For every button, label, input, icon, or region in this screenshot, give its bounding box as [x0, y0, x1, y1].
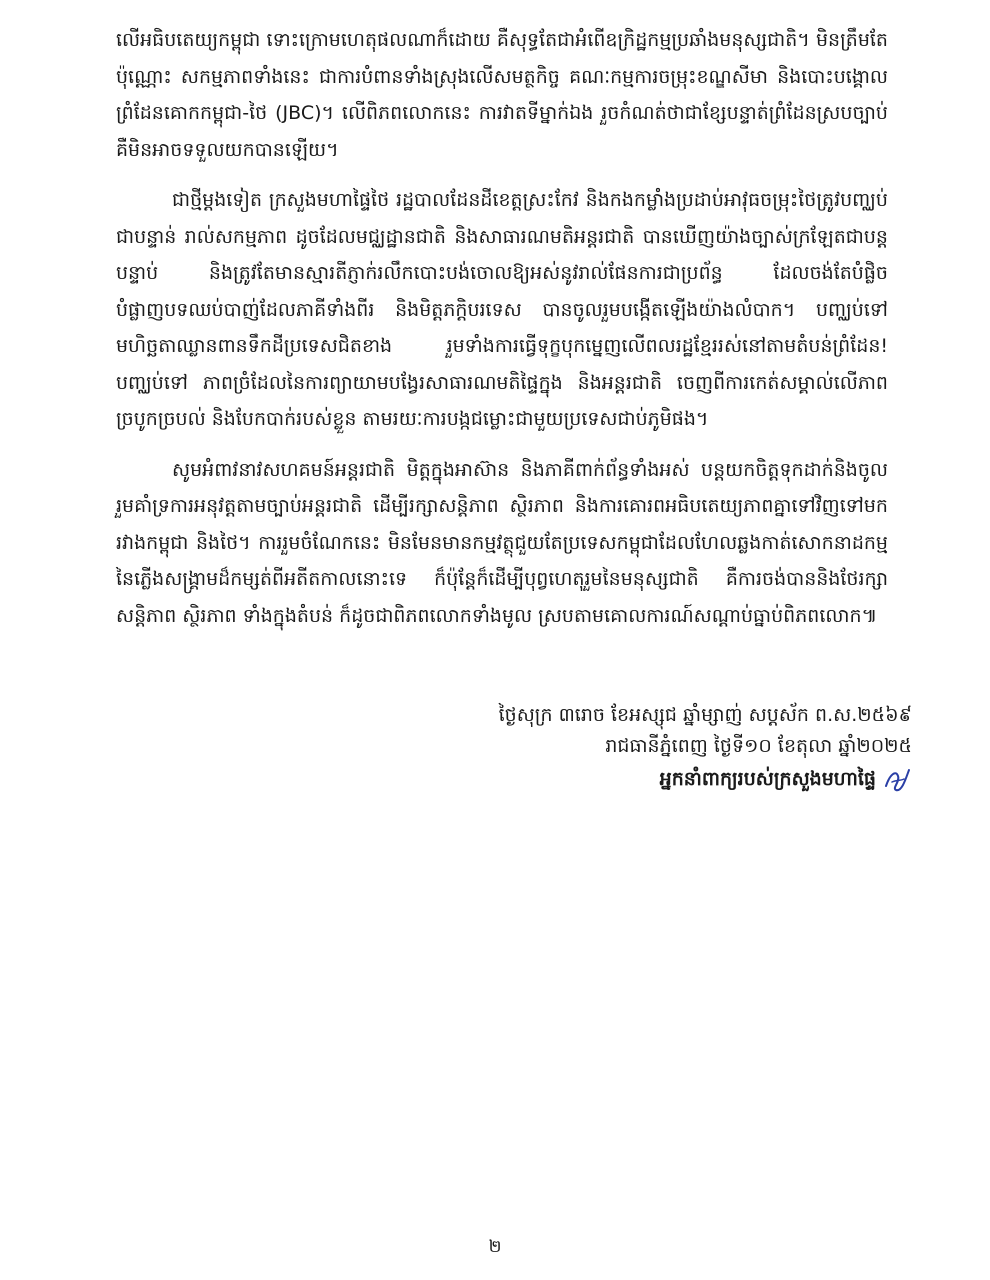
paragraph-2: ជាថ្មីម្តងទៀត ក្រសួងមហាផ្ទៃថៃ រដ្ឋបាលដែនដីខេត្តស្រះកែវ និងកងកម្លាំងប្រដាប់អាវុធចម្រុះថៃត្រូវបញ្ឈប់ជាបន្ទាន់ រាល់សកម្មភាព ដូចដែលមជ្ឈដ្ឋានជាតិ និងសាធារណមតិអន្តរជាតិ បានឃើញយ៉ាងច្បាស់ក្រឡែតជាបន្តបន្ទាប់ និងត្រូវតែមានស្មារតីភ្ញាក់រលឹកបោះបង់ចោលឱ្យអស់នូវរាល់ផែនការជាប្រព័ន្ធ ដែលចង់តែបំផ្លិចបំផ្លាញបទឈប់បាញ់ដែលភាគីទាំងពីរ និងមិត្តភក្តិបរទេស បានចូលរួមបង្កើតឡើងយ៉ាងលំបាក។ បញ្ឈប់ទៅ មហិច្ឆតាឈ្លានពានទឹកដីប្រទេសជិតខាង រួមទាំងការធ្វើទុក្ខបុកម្នេញលើពលរដ្ឋខ្មែររស់នៅតាមតំបន់ព្រំដែន! បញ្ឈប់ទៅ ភាពច្រំដែលនៃការព្យាយាមបង្វែរសាធារណមតិផ្ទៃក្នុង និងអន្តរជាតិ ចេញពីការកេត់សម្គាល់លើភាពច្របូកច្របល់ និងបែកបាក់របស់ខ្លួន តាមរយៈការបង្កជម្លោះជាមួយប្រទេសជាប់ភូមិផង។ [116, 189, 888, 430]
signature-icon [882, 764, 912, 794]
document-body [116, 22, 888, 648]
page-number: ២ [488, 1237, 502, 1257]
paragraph-3: សូមអំពាវនាវសហគមន៍អន្តរជាតិ មិត្តក្នុងអាស៊ាន និងភាគីពាក់ព័ន្ធទាំងអស់ បន្តយកចិត្តទុកដាក់និងចូលរួមគាំទ្រការអនុវត្តតាមច្បាប់អន្តរជាតិ ដើម្បីរក្សាសន្តិភាព ស្ថិរភាព និងការគោរពអធិបតេយ្យភាពគ្នាទៅវិញទៅមករវាងកម្ពុជា និងថៃ។ ការរួមចំណែកនេះ មិនមែនមានកម្មវត្ថុជួយតែប្រទេសកម្ពុជាដែលហែលឆ្លងកាត់សោកនាដកម្មនៃភ្លើងសង្គ្រាមដ៏កម្សត់ពីអតីតកាលនោះទេ ក៏ប៉ុន្តែក៏ដើម្បីបុព្វហេតុរួមនៃមនុស្សជាតិ គឺការចង់បាននិងថែរក្សាសន្តិភាព ស្ថិរភាព ទាំងក្នុងតំបន់ ក៏ដូចជាពិភពលោកទាំងមូល ស្របតាមគោលការណ៍សណ្តាប់ធ្នាប់ពិភពលោក៕ [116, 458, 888, 627]
closing-block [392, 700, 912, 796]
lunar-date: ថ្ងៃសុក្រ ៣រោច ខែអស្សុជ ឆ្នាំម្សាញ់ សប្តស័ក ព.ស.២៥៦៩ [498, 704, 912, 726]
signatory-line [660, 762, 912, 796]
paragraph-1: លើអធិបតេយ្យកម្ពុជា ទោះក្រោមហេតុផលណាក៏ដោយ គឺសុទ្ធតែជាអំពើឧក្រិដ្ឋកម្មប្រឆាំងមនុស្សជាតិ។ មិនត្រឹមតែប៉ុណ្ណោះ សកម្មភាពទាំងនេះ ជាការបំពានទាំងស្រុងលើសមត្ថកិច្ច គណៈកម្មការចម្រុះខណ្ឌសីមា និងបោះបង្គោលព្រំដែនគោកកម្ពុជា-ថៃ (JBC)។ លើពិភពលោកនេះ ការវាតទីម្នាក់ឯង រួចកំណត់ថាជាខ្សែបន្ទាត់ព្រំដែនស្របច្បាប់ គឺមិនអាចទទួលយកបានឡើយ។ [116, 29, 888, 161]
signatory-title: អ្នកនាំពាក្យរបស់ក្រសួងមហាផ្ទៃ [659, 768, 876, 790]
solar-date: រាជធានីភ្នំពេញ ថ្ងៃទី១០ ខែតុលា ឆ្នាំ២០២៥ [605, 735, 912, 757]
